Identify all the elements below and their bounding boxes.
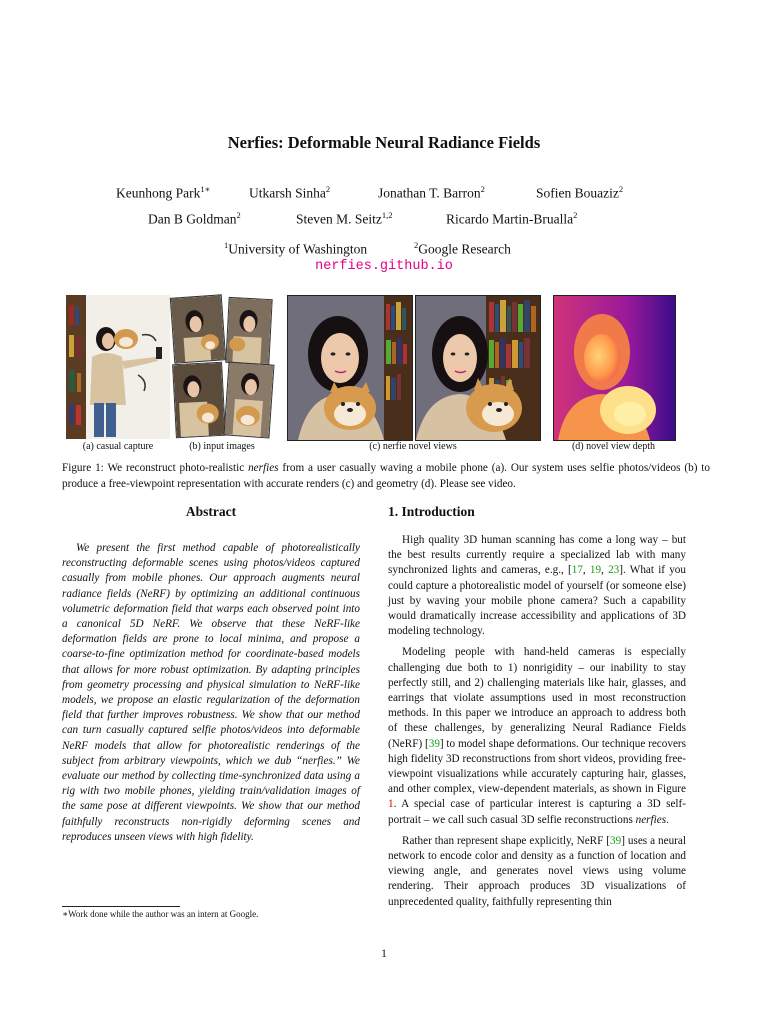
intro-paragraph-1: High quality 3D human scanning has come a long way – but the best results currently require a specialized lab with many synchronized lights and cameras, e.g., [17, 19, 23]. What if you could capture a photorealistic model of yourself (or someone else) just by waving your mobile phone camera? Such a capability would dramatically increase accessibility and applications of 3D modeling technology. — [388, 534, 686, 638]
author-bouaziz: Sofien Bouaziz$^2$ — [536, 184, 624, 201]
citation-link[interactable]: 17 — [571, 564, 583, 577]
figure-input-image-4 — [223, 361, 274, 438]
figure-reference-link[interactable]: 1 — [388, 798, 394, 811]
author-park: Keunhong Park$^{1∗}$ — [116, 184, 211, 201]
subcaption-c: (c) nerfie novel views — [369, 441, 457, 452]
citation-link[interactable]: 39 — [610, 834, 622, 847]
author-martin-brualla: Ricardo Martin-Brualla$^2$ — [446, 210, 578, 227]
author-sinha: Utkarsh Sinha$^2$ — [249, 184, 331, 201]
introduction-heading: 1. Introduction — [388, 504, 475, 519]
paper-title: Nerfies: Deformable Neural Radiance Fields — [227, 133, 541, 152]
figure-input-image-1 — [170, 294, 226, 363]
author-seitz: Steven M. Seitz$^{1,2}$ — [296, 210, 393, 227]
figure-input-image-2 — [225, 297, 272, 365]
citation-link[interactable]: 23 — [608, 564, 620, 577]
subcaption-b: (b) input images — [189, 441, 255, 452]
figure-depth-image — [553, 295, 676, 441]
subcaption-a: (a) casual capture — [82, 441, 154, 452]
figure-caption: Figure 1: We reconstruct photo-realistic nerfies from a user casually waving a mobile phone (a). Our system uses selfie photos/videos (b) to produce a free-viewpoint representation with accurate renders (c) and geometry (d). Please see video. — [62, 462, 710, 490]
citation-link[interactable]: 39 — [428, 737, 440, 750]
page-number: 1 — [381, 948, 387, 960]
author-barron: Jonathan T. Barron$^2$ — [378, 184, 485, 201]
figure-novel-view-1 — [287, 295, 413, 441]
intro-paragraph-3: Rather than represent shape explicitly, NeRF [39] uses a neural network to encode color and density as a function of location and viewing angle, and generates novel views using volume rendering. Their approach produces 3D visualizations of unprecedented quality, faithfully representing thin — [388, 834, 686, 908]
footnote: ∗Work done while the author was an intern at Google. — [62, 909, 259, 919]
abstract-body: We present the first method capable of photorealistically reconstructing deformable scenes using photos/videos captured casually from mobile phones. Our approach augments neural radiance fields (NeRF) by optimizing an additional continuous volumetric deformation field that warps each observed point into a canonical 5D NeRF. We observe that these NeRF-like deformation fields are prone to local minima, and propose a coarse-to-fine optimization method for coordinate-based models that allows for more robust optimization. By adapting principles from geometry processing and physical simulation to NeRF-like models, we propose an elastic regularization of the deformation field that further improves robustness. We show that our method can turn casually captured selfie photos/videos into deformable NeRF models that allow for photorealistic renderings of the subject from arbitrary viewpoints, which we dub “nerfies.” We evaluate our method by collecting time-synchronized data using a rig with two mobile phones, yielding train/validation images of the same pose at different viewpoints. We show that our method faithfully reconstructs non-rigidly deforming scenes and reproduces unseen views with high fidelity. — [62, 542, 360, 843]
figure-input-image-3 — [172, 362, 226, 439]
intro-paragraph-2: Modeling people with hand-held cameras is especially challenging due both to 1) nonrigidity – our inability to stay perfectly still, and 2) challenging materials like hair, glasses, and earrings that violate assumptions used in most reconstruction methods. In this paper we introduce an approach to address both of these challenges, by generalizing Neural Radiance Fields (NeRF) [39] to model shape deformations. Our technique recovers high fidelity 3D reconstructions from short videos, providing free-viewpoint visualizations while accurately capturing hair, glasses, and other complex, view-dependent materials, as shown in Figure 1. A special case of particular interest is capturing a 3D self-portrait – we call such casual 3D selfie reconstructions nerfies. — [388, 646, 687, 826]
introduction-body — [388, 533, 686, 916]
project-url[interactable]: nerfies.github.io — [315, 259, 453, 274]
subcaption-d: (d) novel view depth — [571, 441, 656, 452]
author-goldman: Dan B Goldman$^2$ — [148, 210, 241, 227]
footnote-divider — [62, 906, 180, 907]
citation-link[interactable]: 19 — [589, 564, 602, 577]
affiliation-uw: $^1$University of Washington — [224, 240, 368, 257]
affiliation-google: $^2$Google Research — [414, 240, 511, 257]
figure-novel-view-2 — [415, 295, 541, 441]
figure-casual-capture-image — [66, 295, 170, 439]
abstract-heading: Abstract — [185, 504, 237, 519]
